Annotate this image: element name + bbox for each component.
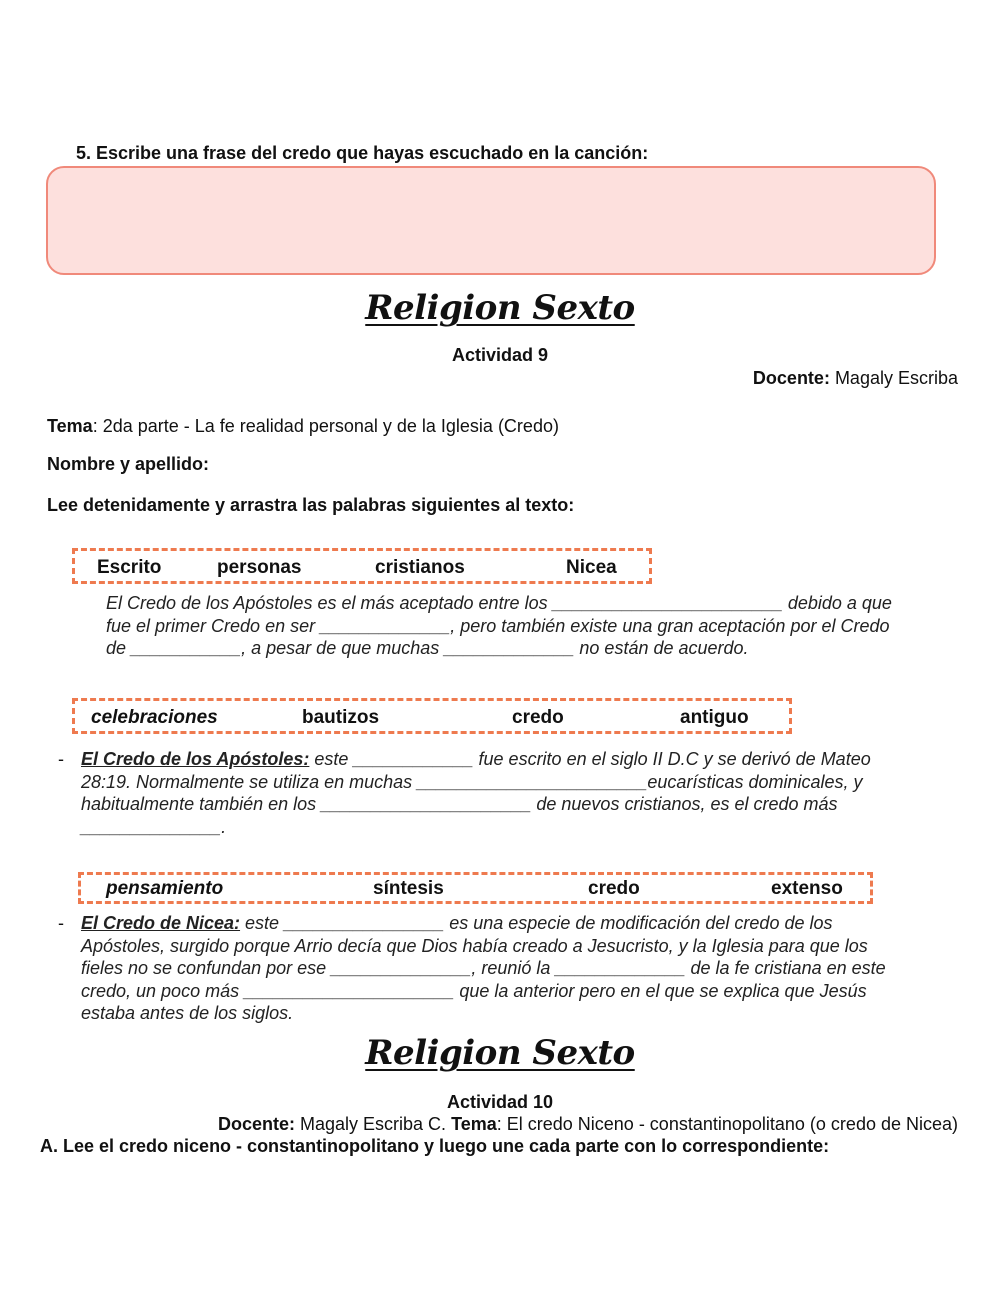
paragraph-title: El Credo de los Apóstoles: xyxy=(81,749,310,769)
drag-word[interactable]: bautizos xyxy=(302,707,380,728)
bullet-dash: - xyxy=(58,749,64,769)
drag-word[interactable]: personas xyxy=(217,557,302,578)
paragraph-line: 28:19. Normalmente se utiliza en muchas _______________________eucarísticas dominicales, y xyxy=(81,771,863,792)
word-bank-3 xyxy=(78,872,873,904)
paragraph-line: este ________________ es una especie de modificación del credo de los xyxy=(240,913,833,933)
paragraph-line: este ____________ fue escrito en el siglo II D.C y se derivó de Mateo xyxy=(309,749,871,769)
paragraph-line: credo, un poco más _____________________ que la anterior pero en el que se explica que Jesús xyxy=(81,980,867,1001)
drag-word[interactable]: credo xyxy=(588,878,640,899)
tema-label: Tema xyxy=(451,1114,497,1134)
paragraph-title: El Credo de Nicea: xyxy=(81,913,241,933)
teacher-name: Magaly Escriba C. xyxy=(295,1114,452,1134)
paragraph-line: ______________. xyxy=(81,816,227,837)
page-title-2: Religion Sexto xyxy=(365,1033,635,1073)
tema-text: : 2da parte - La fe realidad personal y de la Iglesia (Credo) xyxy=(92,416,559,436)
paragraph-1 xyxy=(106,592,960,660)
paragraph-line: El Credo de los Apóstoles es el más aceptado entre los _______________________ debido a que xyxy=(106,593,892,613)
drag-word[interactable]: pensamiento xyxy=(106,878,224,899)
drag-word[interactable]: Nicea xyxy=(566,557,617,578)
teacher-name: Magaly Escriba xyxy=(829,368,958,388)
drag-word[interactable]: síntesis xyxy=(373,878,444,899)
question-5-label: 5. Escribe una frase del credo que hayas escuchado en la canción: xyxy=(76,143,649,163)
drag-word[interactable]: Escrito xyxy=(97,557,162,578)
word-bank-2 xyxy=(72,698,792,734)
teacher-label: Docente: xyxy=(752,368,830,388)
paragraph-line: de ___________, a pesar de que muchas _____________ no están de acuerdo. xyxy=(106,638,749,658)
paragraph-line: fieles no se confundan por ese ______________, reunió la _____________ de la fe cristiana en este xyxy=(81,958,886,978)
teacher-label: Docente: xyxy=(217,1114,295,1134)
paragraph-3 xyxy=(81,912,960,1025)
drag-word[interactable]: cristianos xyxy=(375,557,465,578)
teacher-tema-line xyxy=(218,1114,958,1135)
paragraph-2 xyxy=(81,748,960,838)
paragraph-line: fue el primer Credo en ser _____________, pero también existe una gran aceptación por el Credo xyxy=(106,615,890,636)
bullet-dash: - xyxy=(58,913,64,933)
name-label: Nombre y apellido: xyxy=(47,454,210,474)
paragraph-line: habitualmente también en los _____________________ de nuevos cristianos, es el credo más xyxy=(81,794,838,814)
drag-word[interactable]: credo xyxy=(512,707,564,728)
instruction: Lee detenidamente y arrastra las palabras siguientes al texto: xyxy=(47,495,575,515)
tema-label: Tema xyxy=(47,416,93,436)
teacher-line xyxy=(753,368,958,389)
paragraph-line: estaba antes de los siglos. xyxy=(81,1003,294,1023)
paragraph-line: Apóstoles, surgido porque Arrio decía que Dios había creado a Jesucristo, y la Iglesia para que los xyxy=(81,935,868,956)
drag-word[interactable]: celebraciones xyxy=(91,707,218,728)
drag-word[interactable]: extenso xyxy=(771,878,843,899)
tema-text: : El credo Niceno - constantinopolitano (o credo de Nicea) xyxy=(496,1114,958,1134)
drag-word[interactable]: antiguo xyxy=(680,707,749,728)
activity-label: Actividad 9 xyxy=(451,345,549,365)
section-a-instruction: A. Lee el credo niceno - constantinopolitano y luego une cada parte con lo correspondiente: xyxy=(40,1136,830,1156)
tema-line xyxy=(47,416,559,437)
answer-input-box[interactable] xyxy=(46,166,936,275)
page-title: Religion Sexto xyxy=(365,288,635,328)
activity-label-2: Actividad 10 xyxy=(446,1092,554,1112)
word-bank-1 xyxy=(72,548,652,584)
